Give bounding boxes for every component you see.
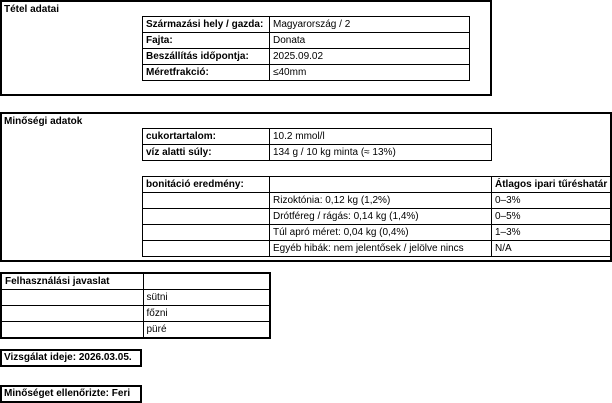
tolerance-header: Átlagos ipari tűréshatár (492, 177, 612, 193)
felhasznalas-empty (143, 273, 270, 290)
table-row (143, 49, 470, 65)
table-row (143, 33, 470, 49)
underwater-weight-value: 134 g / 10 kg minta (≈ 13%) (270, 145, 492, 161)
felhasznalas-empty (1, 306, 143, 322)
bonitacio-header-empty (270, 177, 492, 193)
delivery-date-value: 2025.09.02 (270, 49, 470, 65)
bonitacio-result: Túl apró méret: 0,04 kg (0,4%) (270, 225, 492, 241)
tetel-title: Tétel adatai (4, 4, 60, 15)
bonitacio-empty (143, 209, 270, 225)
felhasznalas-empty (1, 290, 143, 306)
sugar-value: 10.2 mmol/l (270, 129, 492, 145)
bonitacio-empty (143, 225, 270, 241)
bonitacio-empty (143, 193, 270, 209)
bonitacio-tolerance: N/A (492, 241, 612, 257)
tetel-table (142, 16, 470, 81)
table-row (143, 209, 612, 225)
usage-item: sütni (143, 290, 270, 306)
inspection-date: Vizsgálat ideje: 2026.03.05. (0, 349, 142, 367)
usage-item: püré (143, 322, 270, 339)
table-row (143, 65, 470, 81)
bonitacio-result: Egyéb hibák: nem jelentősek / jelölve nincs (270, 241, 492, 257)
table-row (143, 129, 492, 145)
table-row (143, 241, 612, 257)
size-fraction-label: Méretfrakció: (143, 65, 270, 81)
list-item (1, 322, 270, 339)
table-row (143, 17, 470, 33)
felhasznalas-empty (1, 322, 143, 339)
felhasznalas-table (0, 272, 271, 339)
underwater-weight-label: víz alatti súly: (143, 145, 270, 161)
felhasznalas-title: Felhasználási javaslat (1, 273, 143, 290)
minoseg-table (142, 128, 492, 161)
bonitacio-header-label: bonitáció eredmény: (143, 177, 270, 193)
bonitacio-tolerance: 0–3% (492, 193, 612, 209)
table-row (143, 177, 612, 193)
delivery-date-label: Beszállítás időpontja: (143, 49, 270, 65)
bonitacio-tolerance: 0–5% (492, 209, 612, 225)
list-item (1, 290, 270, 306)
origin-value: Magyarország / 2 (270, 17, 470, 33)
table-row (143, 193, 612, 209)
table-row (143, 225, 612, 241)
size-fraction-value: ≤40mm (270, 65, 470, 81)
bonitacio-result: Drótféreg / rágás: 0,14 kg (1,4%) (270, 209, 492, 225)
bonitacio-table (142, 176, 612, 257)
origin-label: Származási hely / gazda: (143, 17, 270, 33)
minoseg-title: Minőségi adatok (4, 116, 83, 127)
table-row (143, 145, 492, 161)
bonitacio-result: Rizoktónia: 0,12 kg (1,2%) (270, 193, 492, 209)
list-item (1, 306, 270, 322)
bonitacio-tolerance: 1–3% (492, 225, 612, 241)
bonitacio-empty (143, 241, 270, 257)
variety-label: Fajta: (143, 33, 270, 49)
usage-item: főzni (143, 306, 270, 322)
table-row (1, 273, 270, 290)
inspector: Minőséget ellenőrizte: Feri (0, 385, 142, 403)
sugar-label: cukortartalom: (143, 129, 270, 145)
variety-value: Donata (270, 33, 470, 49)
